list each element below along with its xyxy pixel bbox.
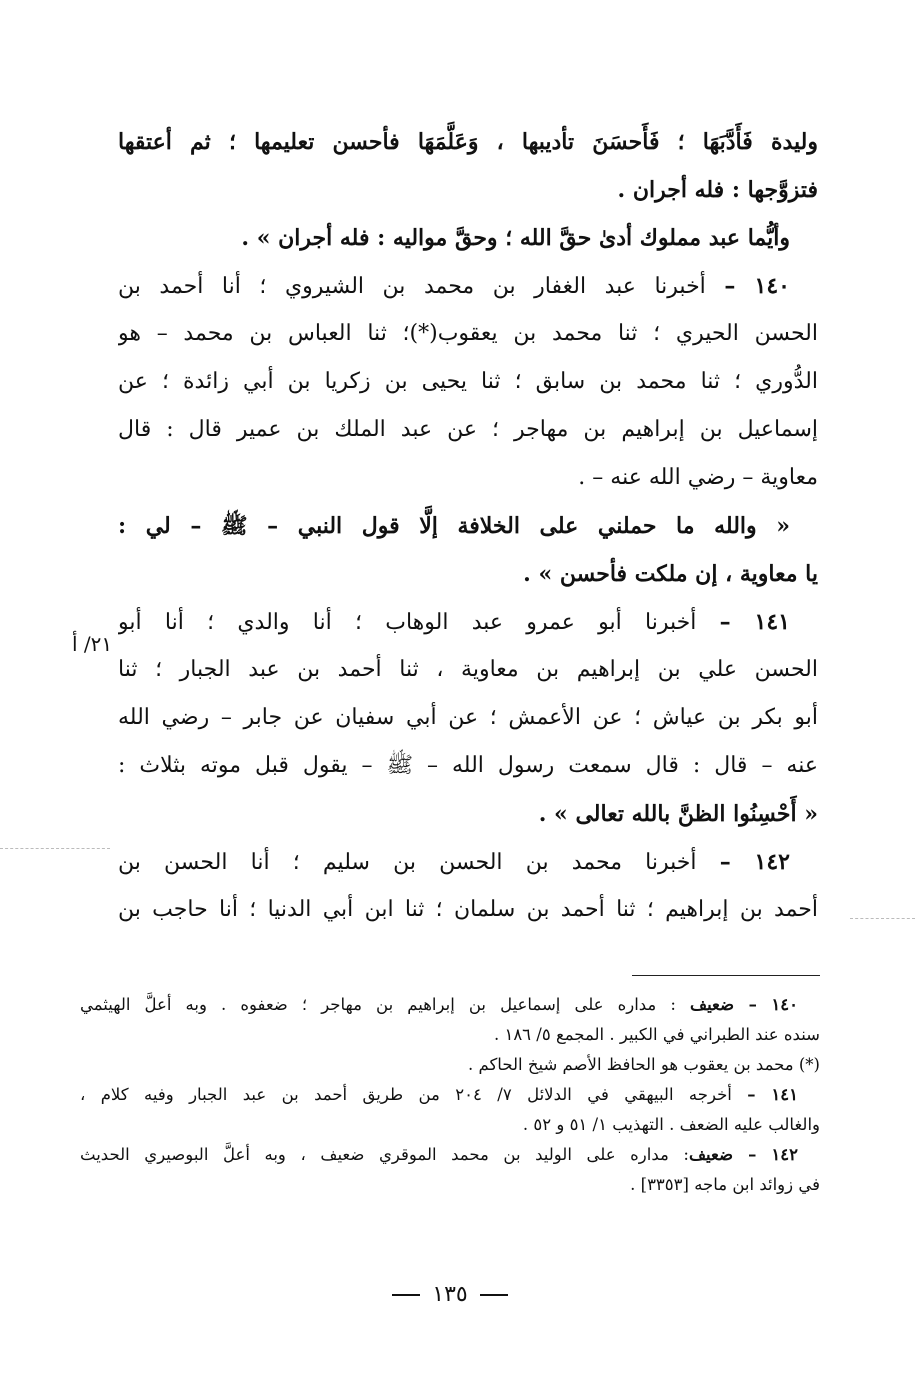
text-line: [118, 358, 818, 406]
footnote-line: [80, 1170, 820, 1200]
text-line: [118, 262, 818, 310]
page-number-value: ١٣٥: [432, 1282, 468, 1307]
page-number: [380, 1282, 520, 1307]
line-text: فتزوَّجها : فله أجران .: [617, 177, 818, 203]
text-line: [118, 454, 818, 502]
footnote-line: [80, 1110, 820, 1140]
text-line: [118, 406, 818, 454]
hadith-number: ١٤١ –: [719, 609, 790, 635]
manuscript-folio-note: ٢١/ أ: [72, 632, 113, 656]
footnotes-section: [80, 990, 820, 1200]
line-text: عنه – قال : قال سمعت رسول الله – ﷺ – يقول قبل موته بثلاث :: [118, 753, 818, 778]
line-text: الحسن علي بن إبراهيم بن معاوية ، ثنا أحمد بن عبد الجبار ؛ ثنا: [118, 657, 818, 682]
text-line: [118, 694, 818, 742]
line-text: وأيُّما عبد مملوك أدىٰ حقَّ الله ؛ وحقَّ مواليه : فله أجران » .: [241, 225, 790, 251]
footnote-text: : مداره على الوليد بن محمد الموقري ضعيف ، وبه أعلَّ البوصيري الحديث: [80, 1145, 689, 1164]
text-line: [118, 310, 818, 358]
line-text: وليدة فَأَدَّبَهَا ؛ فَأَحسَنَ تأديبها ، وَعَلَّمَهَا فأحسن تعليمها ؛ ثم أعتقها: [118, 129, 818, 155]
text-line: [118, 790, 818, 838]
line-text: الحسن الحيري ؛ ثنا محمد بن يعقوب(*)؛ ثنا العباس بن محمد – هو: [118, 321, 818, 346]
footnote-text: في زوائد ابن ماجه [٣٣٥٣] .: [630, 1175, 820, 1194]
line-text: معاوية – رضي الله عنه – .: [578, 465, 818, 490]
footnote-line: [80, 1020, 820, 1050]
footnote-text: سنده عند الطبراني في الكبير . المجمع ٥/ ١٨٦ .: [493, 1025, 820, 1044]
hadith-number: ١٤٠ –: [724, 273, 790, 299]
text-line: [118, 214, 818, 262]
line-text: أحمد بن إبراهيم ؛ ثنا أحمد بن سلمان ؛ ثنا ابن أبي الدنيا ؛ أنا حاجب بن: [118, 897, 818, 922]
footnote-text: أخرجه البيهقي في الدلائل ٧/ ٢٠٤ من طريق أحمد بن عبد الجبار وفيه كلام ،: [80, 1085, 748, 1104]
text-line: [118, 550, 818, 598]
footnote-separator-rule: [632, 975, 820, 976]
main-text-body: [118, 118, 818, 934]
line-text: الدُّوري ؛ ثنا محمد بن سابق ؛ ثنا يحيى بن زكريا بن أبي زائدة ؛ عن: [118, 369, 818, 394]
scan-artifact-line: [0, 848, 110, 849]
line-text: « أَحْسِنُوا الظنَّ بالله تعالى » .: [538, 801, 818, 827]
text-line: [118, 502, 818, 550]
line-text: إسماعيل بن إبراهيم بن مهاجر ؛ عن عبد الملك بن عمير قال : قال: [118, 417, 818, 442]
page-number-dash-right: [480, 1294, 508, 1296]
footnote-number: ١٤٢ – ضعيف: [688, 1145, 798, 1164]
footnote-line: [80, 1050, 820, 1080]
footnote-number: ١٤٠ – ضعيف: [689, 995, 798, 1014]
footnote-line: [80, 1140, 820, 1170]
text-line: [118, 886, 818, 934]
footnote-line: [80, 990, 820, 1020]
text-line: [118, 598, 818, 646]
footnote-number: ١٤١ –: [747, 1085, 798, 1104]
line-text: أبو بكر بن عياش ؛ عن الأعمش ؛ عن أبي سفيان عن جابر – رضي الله: [118, 705, 818, 730]
line-text: « والله ما حملني على الخلافة إلَّا قول النبي – ﷺ – لي :: [118, 513, 790, 539]
page-number-dash-left: [392, 1294, 420, 1296]
text-line: [118, 742, 818, 790]
line-text: أخبرنا أبو عمرو عبد الوهاب ؛ أنا والدي ؛ أنا أبو: [118, 610, 720, 635]
hadith-number: ١٤٢ –: [719, 849, 790, 875]
scan-artifact-line: [850, 918, 915, 919]
text-line: [118, 838, 818, 886]
footnote-text: (*) محمد بن يعقوب هو الحافظ الأصم شيخ الحاكم .: [467, 1055, 820, 1074]
line-text: يا معاوية ، إن ملكت فأحسن » .: [523, 561, 818, 587]
footnote-line: [80, 1080, 820, 1110]
text-line: [118, 118, 818, 166]
line-text: أخبرنا محمد بن الحسن بن سليم ؛ أنا الحسن بن: [118, 850, 720, 875]
text-line: [118, 646, 818, 694]
footnote-text: : مداره على إسماعيل بن إبراهيم بن مهاجر ؛ ضعفوه . وبه أعلَّ الهيثمي: [80, 995, 690, 1014]
footnote-text: والغالب عليه الضعف . التهذيب ١/ ٥١ و ٥٢ .: [522, 1115, 820, 1134]
text-line: [118, 166, 818, 214]
line-text: أخبرنا عبد الغفار بن محمد بن الشيروي ؛ أنا أحمد بن: [118, 274, 725, 299]
